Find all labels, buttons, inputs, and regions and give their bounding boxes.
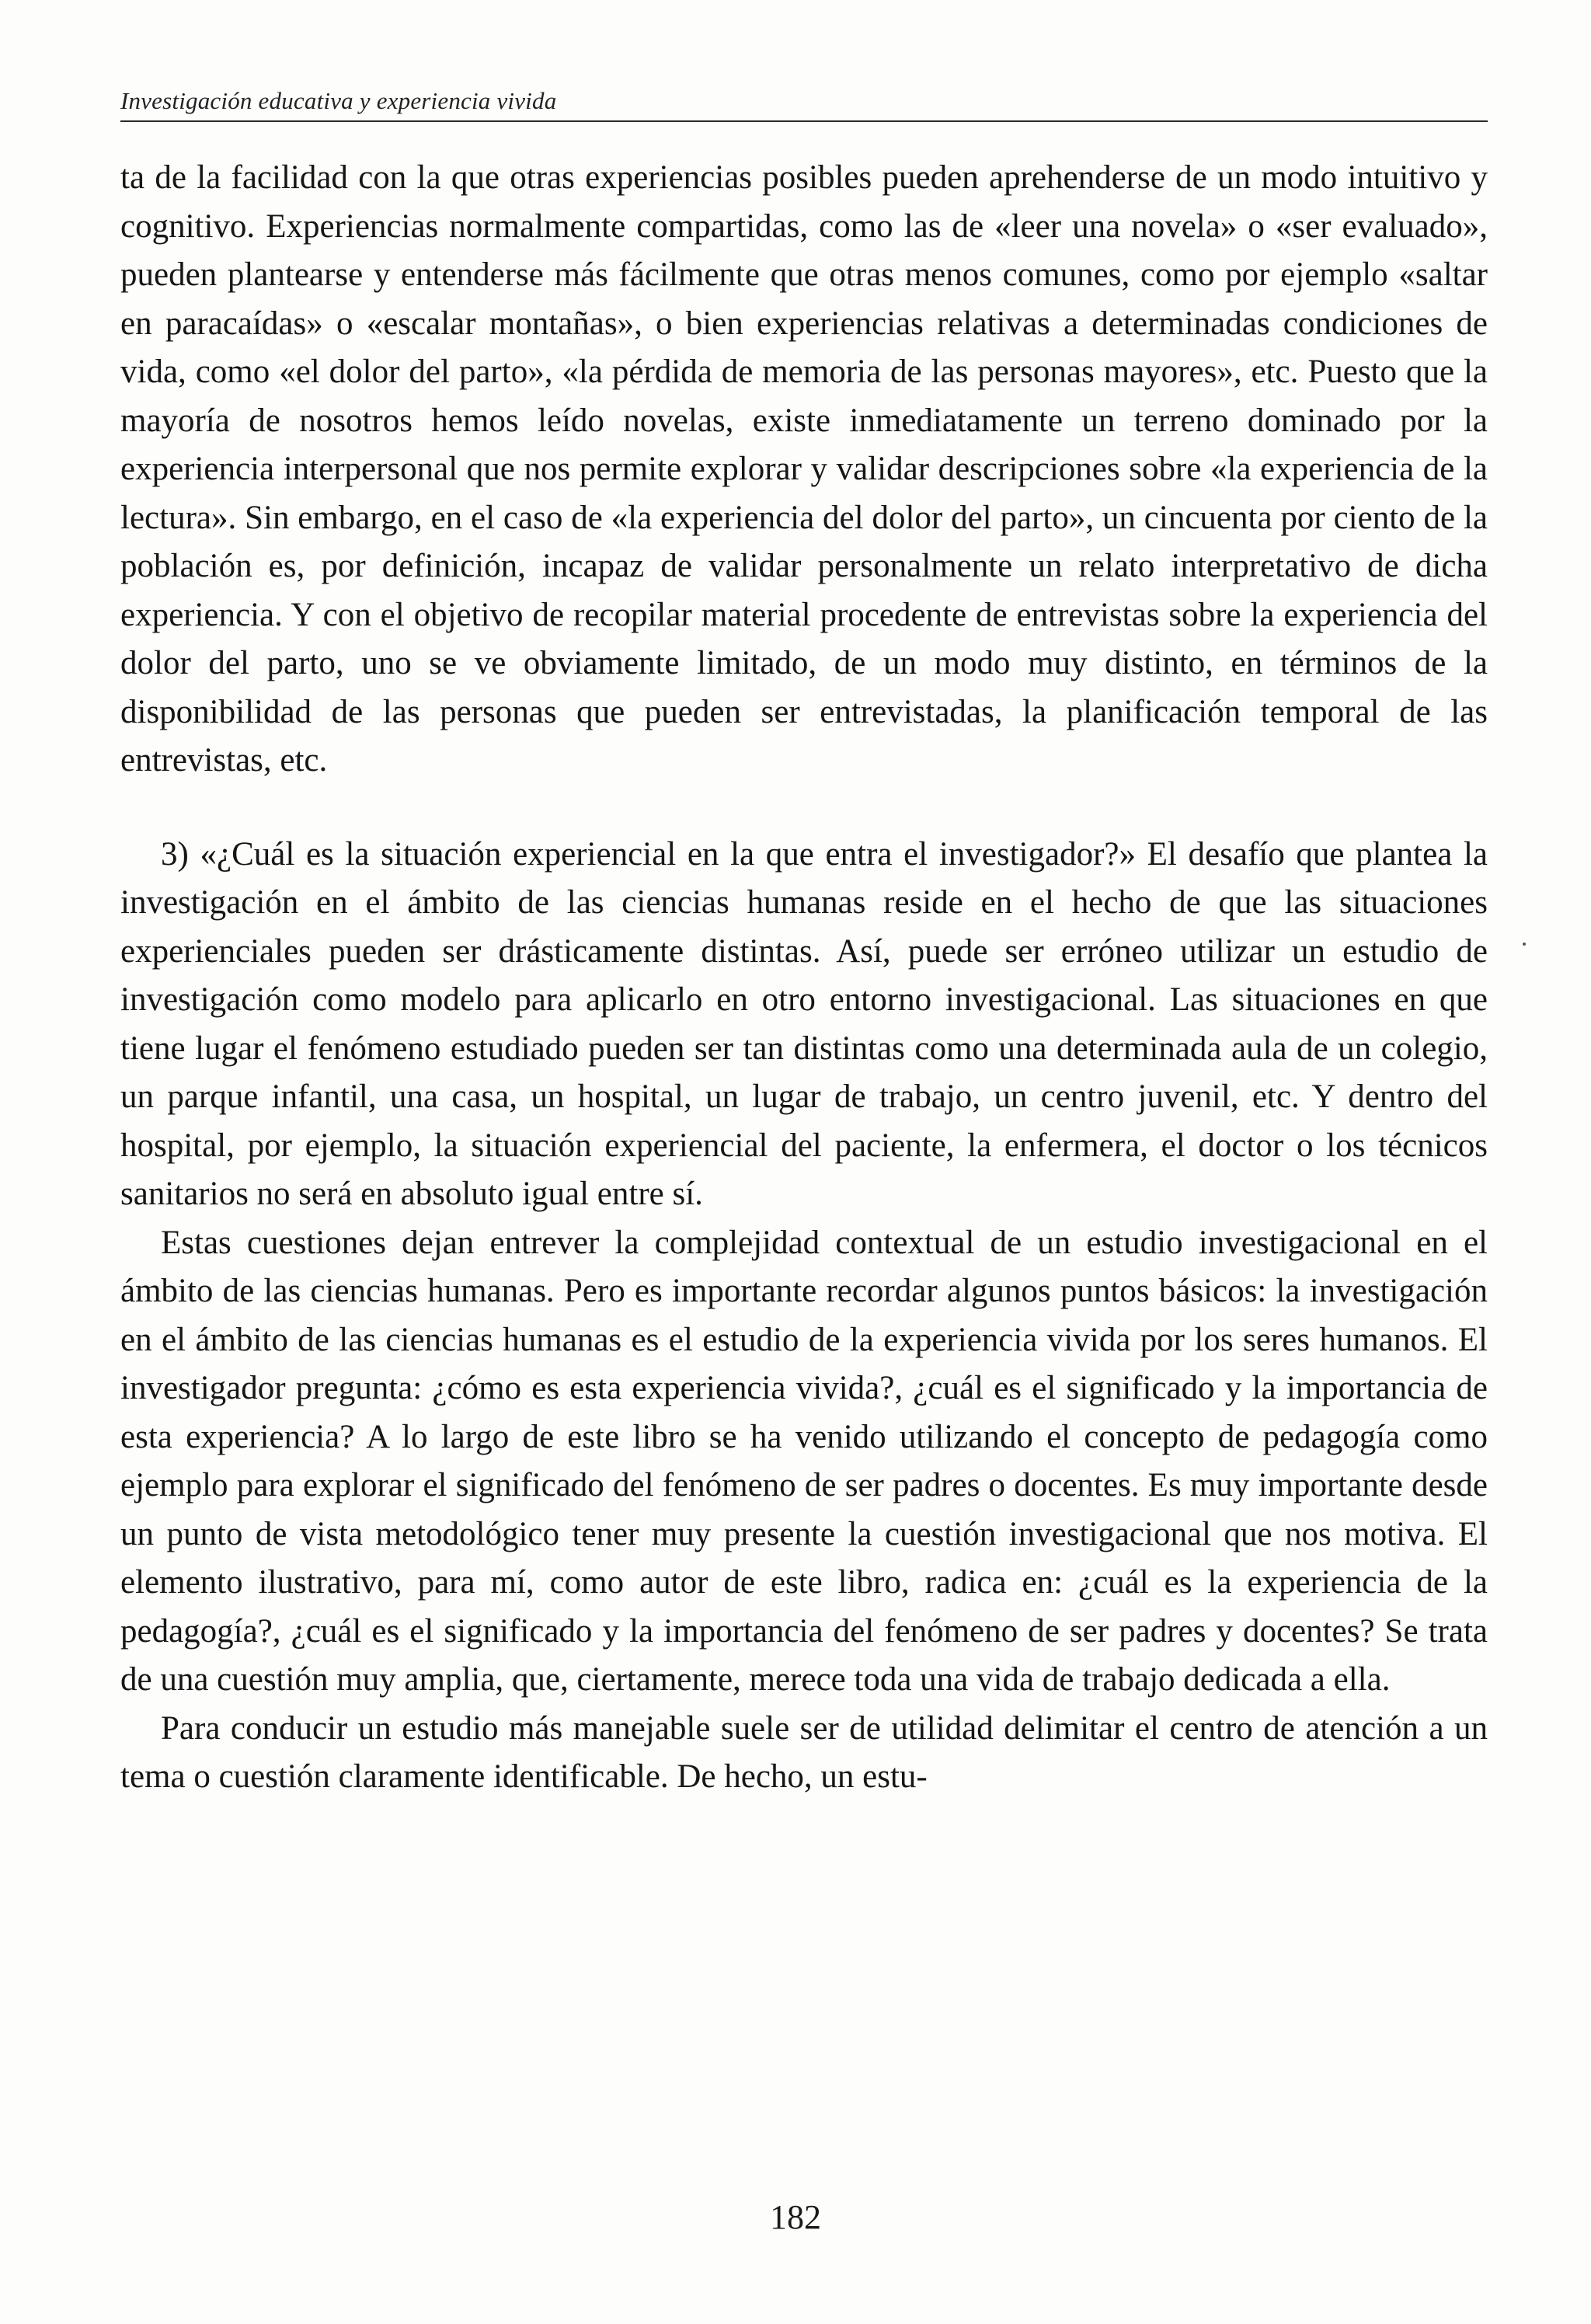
page-number: 182: [770, 2198, 821, 2236]
paragraph-continuation: ta de la facilidad con la que otras experiencias posibles pueden aprehenderse de un modo intuitivo y cognitivo. Experiencias normalmente compartidas, como las de «leer una novela» o «ser evaluado», pueden plantearse y entenderse más fácilmente que otras menos comunes, como por ejemplo «saltar en paracaídas» o «escalar montañas», o bien experiencias relativas a determinadas condiciones de vida, como «el dolor del parto», «la pérdida de memoria de las personas mayores», etc. Puesto que la mayoría de nosotros hemos leído novelas, existe inmediatamente un terreno dominado por la experiencia interpersonal que nos permite explorar y validar descripciones sobre «la experiencia de la lectura». Sin embargo, en el caso de «la experiencia del dolor del parto», un cincuenta por ciento de la población es, por definición, incapaz de validar personalmente un relato interpretativo de dicha experiencia. Y con el objetivo de recopilar material procedente de entrevistas sobre la experiencia del dolor del parto, uno se ve obviamente limitado, de un modo muy distinto, en términos de la disponibilidad de las personas que pueden ser entrevistadas, la planificación temporal de las entrevistas, etc.: [120, 159, 1488, 779]
body-text: [120, 154, 1488, 1802]
paragraph: Para conducir un estudio más manejable suele ser de utilidad delimitar el centro de atención a un tema o cuestión claramente identificable. De hecho, un estu-: [120, 1709, 1488, 1795]
paragraph-numbered-question: 3) «¿Cuál es la situación experiencial en la que entra el investigador?» El desafío que plantea la investigación en el ámbito de las ciencias humanas reside en el hecho de que las situaciones experienciales pueden ser drásticamente distintas. Así, puede ser erróneo utilizar un estudio de investigación como modelo para aplicarlo en otro entorno investigacional. Las situaciones en que tiene lugar el fenómeno estudiado pueden ser tan distintas como una determinada aula de un colegio, un parque infantil, una casa, un hospital, un lugar de trabajo, un centro juvenil, etc. Y dentro del hospital, por ejemplo, la situación experiencial del paciente, la enfermera, el doctor o los técnicos sanitarios no será en absoluto igual entre sí.: [120, 835, 1488, 1212]
header-rule: [120, 120, 1488, 122]
scan-speck: [1523, 942, 1526, 946]
running-header: Investigación educativa y experiencia vivida: [120, 87, 557, 114]
paragraph: Estas cuestiones dejan entrever la complejidad contextual de un estudio investigacional en el ámbito de las ciencias humanas. Pero es importante recordar algunos puntos básicos: la investigación en el ámbito de las ciencias humanas es el estudio de la experiencia vivida por los seres humanos. El investigador pregunta: ¿cómo es esta experiencia vivida?, ¿cuál es el significado y la importancia de esta experiencia? A lo largo de este libro se ha venido utilizando el concepto de pedagogía como ejemplo para explorar el significado del fenómeno de ser padres o docentes. Es muy importante desde un punto de vista metodológico tener muy presente la cuestión investigacional que nos motiva. El elemento ilustrativo, para mí, como autor de este libro, radica en: ¿cuál es la experiencia de la pedagogía?, ¿cuál es el significado y la importancia del fenómeno de ser padres y docentes? Se trata de una cuestión muy amplia, que, ciertamente, merece toda una vida de trabajo dedicada a ella.: [120, 1224, 1488, 1698]
